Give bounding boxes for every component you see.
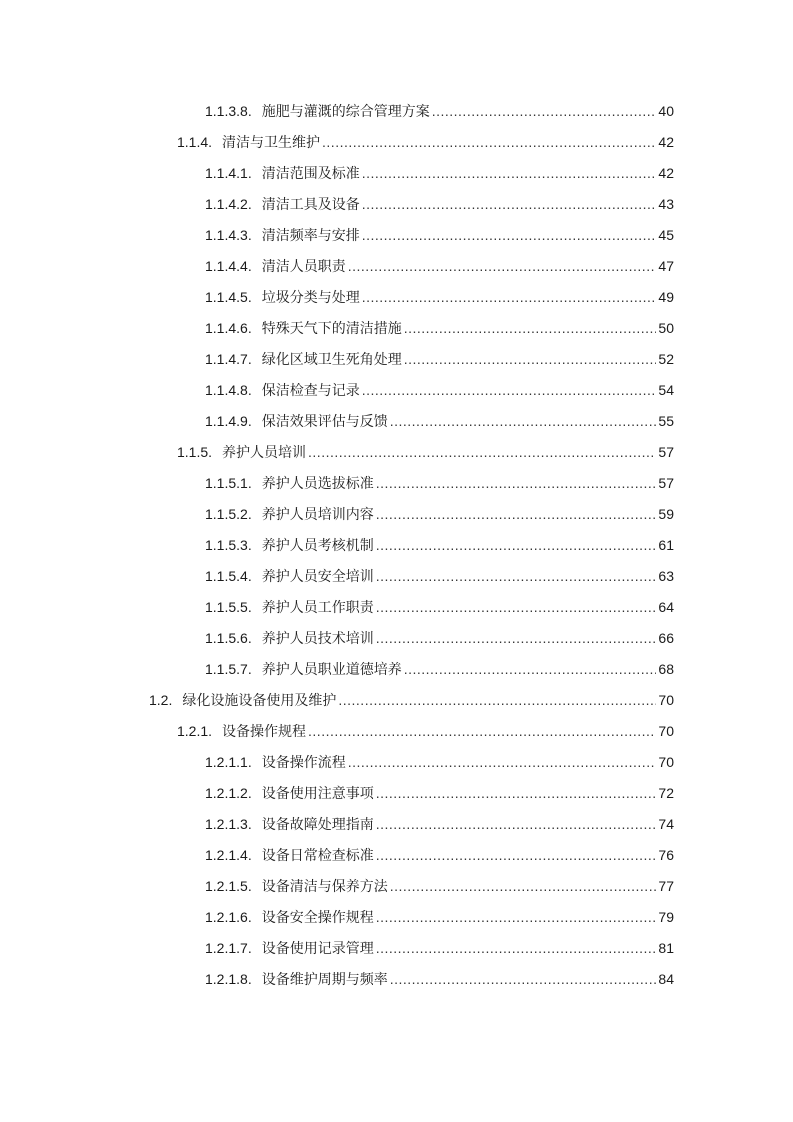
toc-entry-number: 1.1.5.1.: [205, 475, 252, 491]
toc-entry-number: 1.2.1.7.: [205, 940, 252, 956]
toc-entry[interactable]: [0, 902, 793, 933]
toc-dot-leader: [348, 747, 657, 778]
toc-dot-leader: [348, 251, 657, 282]
toc-entry-number: 1.1.5.4.: [205, 568, 252, 584]
toc-entry[interactable]: [0, 871, 793, 902]
toc-entry-title: 养护人员培训内容: [261, 506, 374, 522]
toc-entry-number: 1.1.5.2.: [205, 506, 252, 522]
toc-entry-title: 保洁效果评估与反馈: [261, 413, 388, 429]
toc-entry-number: 1.1.4.2.: [205, 196, 252, 212]
toc-entry-title: 绿化设施设备使用及维护: [182, 692, 337, 708]
toc-entry[interactable]: [0, 685, 793, 716]
toc-dot-leader: [432, 96, 657, 127]
toc-entry-title: 特殊天气下的清洁措施: [261, 320, 402, 336]
toc-entry-page: 76: [658, 847, 674, 863]
toc-entry-number: 1.2.1.2.: [205, 785, 252, 801]
toc-entry-number: 1.1.5.7.: [205, 661, 252, 677]
toc-entry-number: 1.2.1.6.: [205, 909, 252, 925]
toc-dot-leader: [308, 437, 656, 468]
toc-dot-leader: [376, 530, 657, 561]
toc-entry-title: 养护人员工作职责: [261, 599, 374, 615]
toc-entry-title: 设备使用记录管理: [261, 940, 374, 956]
toc-entry-page: 42: [658, 165, 674, 181]
toc-entry-page: 42: [658, 134, 674, 150]
toc-entry[interactable]: [0, 375, 793, 406]
toc-entry-page: 81: [658, 940, 674, 956]
toc-entry-page: 43: [658, 196, 674, 212]
toc-dot-leader: [404, 344, 657, 375]
toc-entry[interactable]: [0, 747, 793, 778]
toc-entry-page: 68: [658, 661, 674, 677]
toc-entry-page: 72: [658, 785, 674, 801]
toc-entry-page: 57: [658, 475, 674, 491]
toc-entry-page: 77: [658, 878, 674, 894]
toc-entry[interactable]: [0, 468, 793, 499]
toc-entry-number: 1.2.1.8.: [205, 971, 252, 987]
toc-dot-leader: [322, 127, 656, 158]
toc-entry[interactable]: [0, 964, 793, 995]
toc-dot-leader: [362, 282, 657, 313]
toc-dot-leader: [376, 840, 657, 871]
toc-entry-number: 1.1.3.8.: [205, 103, 252, 119]
toc-dot-leader: [362, 220, 657, 251]
toc-entry[interactable]: [0, 716, 793, 747]
toc-entry-title: 养护人员技术培训: [261, 630, 374, 646]
toc-entry-number: 1.2.1.1.: [205, 754, 252, 770]
toc-entry[interactable]: [0, 623, 793, 654]
toc-entry[interactable]: [0, 127, 793, 158]
toc-dot-leader: [390, 964, 657, 995]
toc-entry-page: 66: [658, 630, 674, 646]
toc-entry-title: 设备日常检查标准: [261, 847, 374, 863]
toc-dot-leader: [362, 158, 657, 189]
toc-entry-number: 1.2.1.5.: [205, 878, 252, 894]
toc-entry-title: 清洁频率与安排: [261, 227, 360, 243]
toc-dot-leader: [376, 499, 657, 530]
toc-entry[interactable]: [0, 189, 793, 220]
toc-entry-title: 设备操作流程: [261, 754, 346, 770]
toc-dot-leader: [376, 561, 657, 592]
toc-entry-page: 47: [658, 258, 674, 274]
toc-entry-title: 清洁工具及设备: [261, 196, 360, 212]
toc-entry[interactable]: [0, 220, 793, 251]
toc-entry-title: 保洁检查与记录: [261, 382, 360, 398]
toc-entry[interactable]: [0, 282, 793, 313]
toc-entry[interactable]: [0, 96, 793, 127]
toc-entry-title: 施肥与灌溉的综合管理方案: [261, 103, 430, 119]
toc-entry-number: 1.1.4.3.: [205, 227, 252, 243]
toc-entry[interactable]: [0, 406, 793, 437]
toc-entry-title: 设备故障处理指南: [261, 816, 374, 832]
toc-entry[interactable]: [0, 778, 793, 809]
toc-entry-page: 52: [658, 351, 674, 367]
toc-entry-number: 1.2.1.: [177, 723, 213, 739]
toc-entry-page: 64: [658, 599, 674, 615]
toc-entry-page: 49: [658, 289, 674, 305]
toc-entry-title: 设备维护周期与频率: [261, 971, 388, 987]
toc-entry-title: 设备使用注意事项: [261, 785, 374, 801]
toc-entry-page: 70: [658, 754, 674, 770]
toc-dot-leader: [404, 654, 657, 685]
toc-entry-title: 垃圾分类与处理: [261, 289, 360, 305]
toc-dot-leader: [308, 716, 656, 747]
toc-entry-title: 养护人员安全培训: [261, 568, 374, 584]
toc-entry-page: 55: [658, 413, 674, 429]
toc-entry-title: 设备清洁与保养方法: [261, 878, 388, 894]
toc-entry-number: 1.1.4.: [177, 134, 213, 150]
toc-entry-title: 清洁与卫生维护: [222, 134, 321, 150]
toc-entry-number: 1.2.1.3.: [205, 816, 252, 832]
toc-dot-leader: [390, 406, 657, 437]
toc-entry[interactable]: [0, 344, 793, 375]
toc-entry-title: 养护人员培训: [222, 444, 307, 460]
toc-dot-leader: [362, 189, 657, 220]
toc-entry-title: 设备操作规程: [222, 723, 307, 739]
toc-entry-title: 养护人员考核机制: [261, 537, 374, 553]
toc-entry-page: 70: [658, 723, 674, 739]
toc-entry[interactable]: [0, 654, 793, 685]
toc-entry-page: 45: [658, 227, 674, 243]
toc-entry-number: 1.1.4.8.: [205, 382, 252, 398]
toc-entry[interactable]: [0, 158, 793, 189]
toc-entry-number: 1.2.1.4.: [205, 847, 252, 863]
toc-dot-leader: [390, 871, 657, 902]
toc-dot-leader: [376, 809, 657, 840]
toc-entry-page: 54: [658, 382, 674, 398]
toc-entry[interactable]: [0, 840, 793, 871]
toc-dot-leader: [404, 313, 657, 344]
toc-entry-title: 养护人员选拔标准: [261, 475, 374, 491]
toc-entry-title: 设备安全操作规程: [261, 909, 374, 925]
toc-entry-number: 1.1.4.5.: [205, 289, 252, 305]
toc-entry-title: 清洁人员职责: [261, 258, 346, 274]
toc-entry-number: 1.1.5.5.: [205, 599, 252, 615]
toc-dot-leader: [362, 375, 657, 406]
table-of-contents: [0, 96, 793, 995]
toc-entry-number: 1.1.5.3.: [205, 537, 252, 553]
toc-entry[interactable]: [0, 313, 793, 344]
toc-entry[interactable]: [0, 561, 793, 592]
toc-entry-title: 养护人员职业道德培养: [261, 661, 402, 677]
toc-dot-leader: [376, 778, 657, 809]
toc-entry[interactable]: [0, 530, 793, 561]
toc-dot-leader: [376, 468, 657, 499]
toc-entry[interactable]: [0, 437, 793, 468]
toc-entry-page: 84: [658, 971, 674, 987]
toc-dot-leader: [338, 685, 656, 716]
toc-entry-page: 50: [658, 320, 674, 336]
toc-entry-page: 63: [658, 568, 674, 584]
toc-entry-page: 57: [658, 444, 674, 460]
toc-entry-number: 1.1.4.1.: [205, 165, 252, 181]
toc-entry[interactable]: [0, 251, 793, 282]
toc-entry-number: 1.1.4.6.: [205, 320, 252, 336]
toc-dot-leader: [376, 623, 657, 654]
toc-entry-page: 74: [658, 816, 674, 832]
toc-entry[interactable]: [0, 809, 793, 840]
toc-entry[interactable]: [0, 592, 793, 623]
toc-dot-leader: [376, 592, 657, 623]
toc-entry-number: 1.2.: [149, 692, 173, 708]
toc-dot-leader: [376, 933, 657, 964]
toc-entry-number: 1.1.5.6.: [205, 630, 252, 646]
toc-entry-number: 1.1.4.7.: [205, 351, 252, 367]
toc-entry[interactable]: [0, 499, 793, 530]
toc-entry-number: 1.1.5.: [177, 444, 213, 460]
toc-entry-page: 40: [658, 103, 674, 119]
toc-entry-title: 清洁范围及标准: [261, 165, 360, 181]
toc-entry-number: 1.1.4.4.: [205, 258, 252, 274]
toc-entry-page: 61: [658, 537, 674, 553]
toc-entry-page: 59: [658, 506, 674, 522]
toc-entry-number: 1.1.4.9.: [205, 413, 252, 429]
toc-entry-page: 79: [658, 909, 674, 925]
toc-entry-title: 绿化区域卫生死角处理: [261, 351, 402, 367]
toc-entry[interactable]: [0, 933, 793, 964]
toc-dot-leader: [376, 902, 657, 933]
toc-entry-page: 70: [658, 692, 674, 708]
